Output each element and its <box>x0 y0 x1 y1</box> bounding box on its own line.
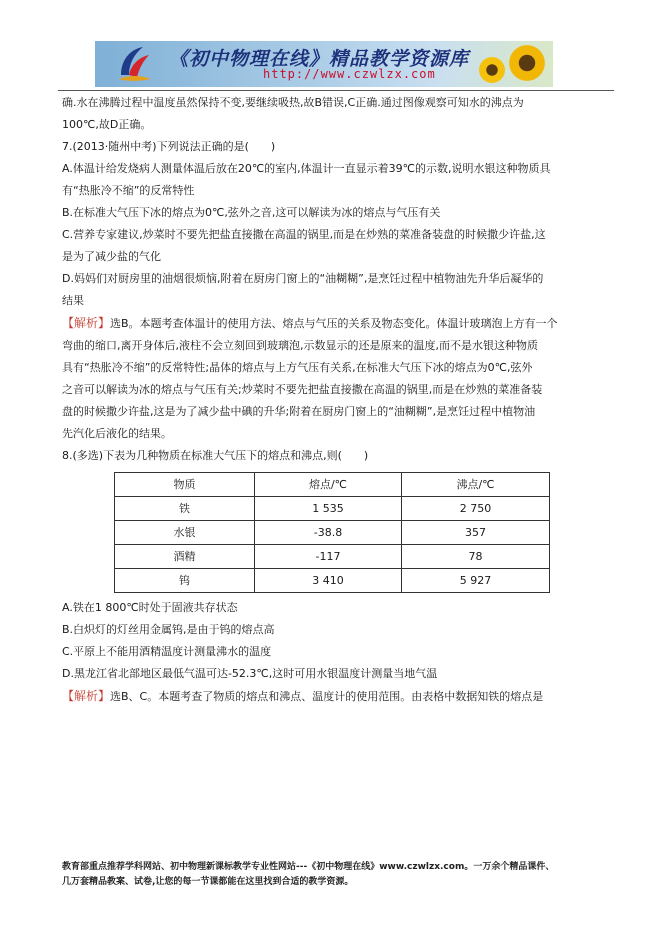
option-c-cont: 是为了减少盐的气化 <box>62 250 161 263</box>
table-row <box>115 497 550 521</box>
solution-line: 先汽化后液化的结果。 <box>62 427 172 440</box>
table-cell: 3 410 <box>255 569 402 593</box>
solution-tag: 【解析】 <box>62 689 111 703</box>
table-cell: 水银 <box>115 521 255 545</box>
text-line: 100℃,故D正确。 <box>62 118 152 131</box>
sunflower-decoration <box>507 43 547 83</box>
solution-line: 之音可以解读为冰的熔点与气压有关;炒菜时不要先把盐直接撒在高温的锅里,而是在炒熟的菜准备装 <box>62 383 543 396</box>
option-b: B.白炽灯的灯丝用金属钨,是由于钨的熔点高 <box>62 623 275 636</box>
sunflower-decoration <box>477 55 507 85</box>
table-header-cell: 物质 <box>115 473 255 497</box>
table-header-row <box>115 473 550 497</box>
page-footer <box>62 860 622 890</box>
document-body <box>62 92 614 708</box>
footer-line: 几万套精品教案、试卷,让您的每一节课都能在这里找到合适的教学资源。 <box>62 877 354 887</box>
header-banner <box>95 41 553 87</box>
footer-line: 教育部重点推荐学科网站、初中物理新课标教学专业性网站---《初中物理在线》www.czwlzx.com。一万余个精品课件、 <box>62 862 555 872</box>
table-cell: 5 927 <box>402 569 550 593</box>
header-divider <box>58 90 614 91</box>
solution-line: 盘的时候撒少许盐,这是为了减少盐中碘的升华;附着在厨房门窗上的“油糊糊”,是烹饪过程中植物油 <box>62 405 536 418</box>
option-b: B.在标准大气压下冰的熔点为0℃,弦外之音,这可以解读为冰的熔点与气压有关 <box>62 206 441 219</box>
option-c: C.营养专家建议,炒菜时不要先把盐直接撒在高温的锅里,而是在炒熟的菜准备装盘的时候撒少许盐,这 <box>62 228 546 241</box>
table-cell: 78 <box>402 545 550 569</box>
option-a-cont: 有“热胀冷不缩”的反常特性 <box>62 184 195 197</box>
solution-line <box>62 312 614 335</box>
solution-tag: 【解析】 <box>62 316 111 330</box>
site-logo-icon <box>117 45 153 83</box>
banner-title: 《初中物理在线》精品教学资源库 <box>169 48 470 70</box>
table-header-cell: 沸点/℃ <box>402 473 550 497</box>
table-row <box>115 545 550 569</box>
solution-text: 选B。本题考查体温计的使用方法、熔点与气压的关系及物态变化。体温计玻璃泡上方有一个 <box>110 317 558 330</box>
option-d: D.黑龙江省北部地区最低气温可达-52.3℃,这时可用水银温度计测量当地气温 <box>62 667 438 680</box>
solution-line: 弯曲的缩口,离开身体后,液柱不会立刻回到玻璃泡,示数显示的还是原来的温度,而不是水银这种物质 <box>62 339 538 352</box>
table-cell: 铁 <box>115 497 255 521</box>
option-c: C.平原上不能用酒精温度计测量沸水的温度 <box>62 645 272 658</box>
banner-url[interactable]: http://www.czwlzx.com <box>263 67 436 81</box>
table-cell: 357 <box>402 521 550 545</box>
question-7-stem: 7.(2013·随州中考)下列说法正确的是( ) <box>62 140 276 153</box>
table-row <box>115 569 550 593</box>
melting-boiling-table <box>114 472 550 593</box>
table-cell: 酒精 <box>115 545 255 569</box>
table-cell: -38.8 <box>255 521 402 545</box>
option-d-cont: 结果 <box>62 294 84 307</box>
table-cell: 钨 <box>115 569 255 593</box>
solution-text: 选B、C。本题考查了物质的熔点和沸点、温度计的使用范围。由表格中数据知铁的熔点是 <box>110 690 544 703</box>
table-row <box>115 521 550 545</box>
solution-line <box>62 685 614 708</box>
table-cell: 2 750 <box>402 497 550 521</box>
option-d: D.妈妈们对厨房里的油烟很烦恼,附着在厨房门窗上的“油糊糊”,是烹饪过程中植物油先升华后凝华的 <box>62 272 544 285</box>
option-a: A.体温计给发烧病人测量体温后放在20℃的室内,体温计一直显示着39℃的示数,说明水银这种物质具 <box>62 162 551 175</box>
table-cell: -117 <box>255 545 402 569</box>
question-8-stem: 8.(多选)下表为几种物质在标准大气压下的熔点和沸点,则( ) <box>62 449 369 462</box>
text-line: 确.水在沸腾过程中温度虽然保持不变,要继续吸热,故B错误,C正确.通过图像观察可知水的沸点为 <box>62 96 524 109</box>
table-header-cell: 熔点/℃ <box>255 473 402 497</box>
option-a: A.铁在1 800℃时处于固液共存状态 <box>62 601 238 614</box>
solution-line: 具有“热胀冷不缩”的反常特性;晶体的熔点与上方气压有关系,在标准大气压下冰的熔点为0℃,弦外 <box>62 361 533 374</box>
table-cell: 1 535 <box>255 497 402 521</box>
